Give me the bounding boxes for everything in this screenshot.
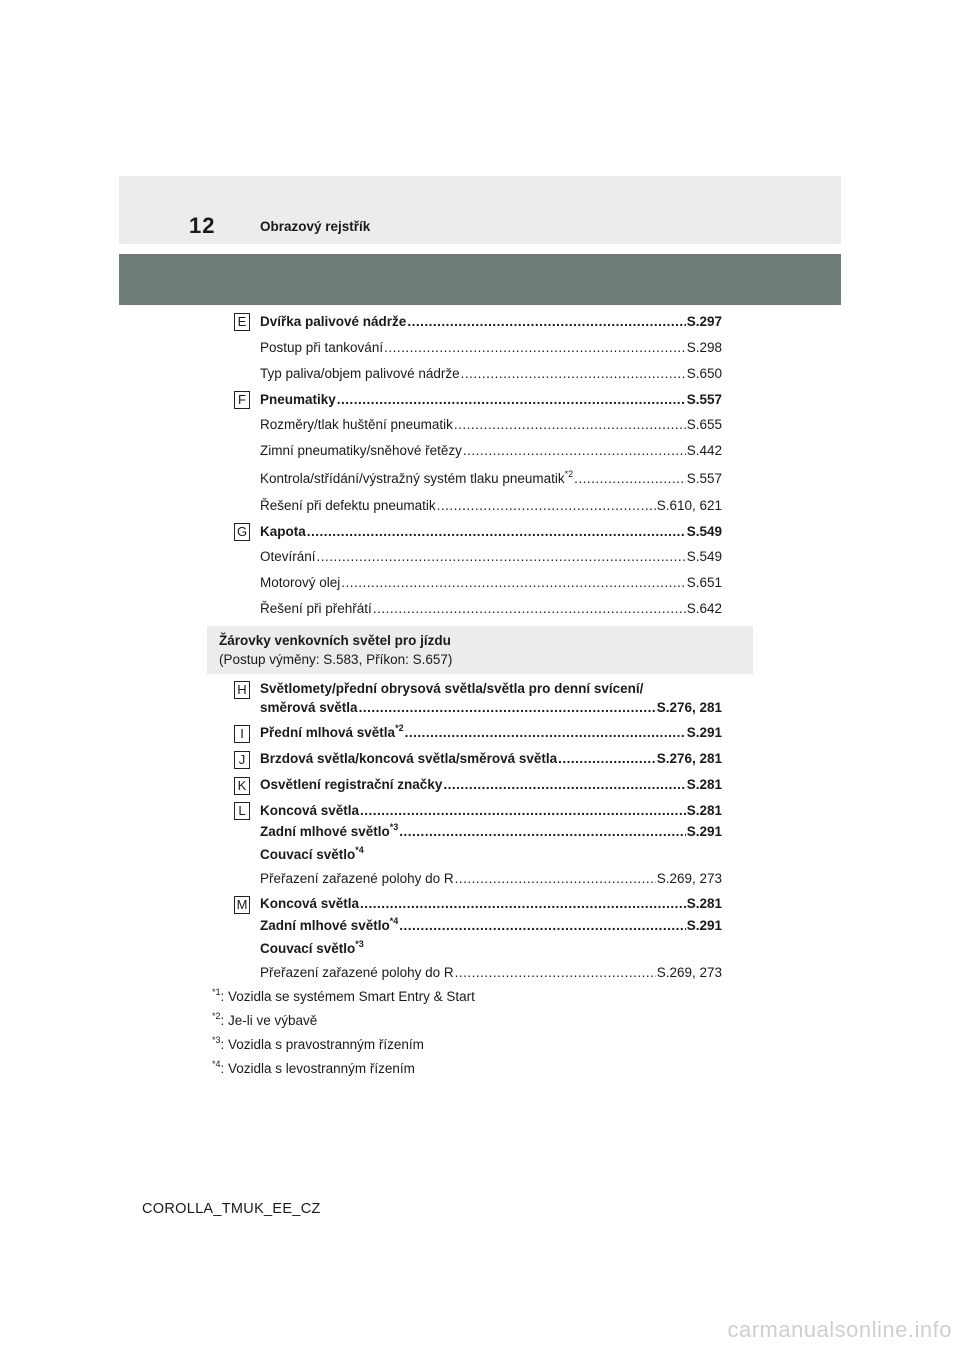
- footnote-4: [212, 1060, 415, 1078]
- entry-text: Pneumatiky: [260, 392, 336, 407]
- entry-text: Postup při tankování: [260, 340, 384, 355]
- leader-dots: [341, 574, 685, 592]
- leader-dots: [574, 470, 686, 488]
- entry-label: Kontrola/střídání/výstražný systém tlaku pneumatik: [260, 471, 565, 486]
- entry-text: Otevírání: [260, 549, 316, 564]
- header-band: [119, 176, 841, 244]
- leader-dots: [407, 313, 685, 331]
- leader-dots: [307, 523, 686, 541]
- letter-label-k: K: [234, 777, 250, 795]
- leader-dots: [437, 497, 656, 515]
- entry-page: S.557: [686, 471, 722, 486]
- entry-text: Přeřazení zařazené polohy do R: [260, 871, 454, 886]
- entry-page: S.269, 273: [656, 965, 722, 980]
- entry-text: Řešení při přehřátí: [260, 601, 372, 616]
- index-entry-headlights[interactable]: [260, 699, 722, 717]
- footnote-marker: *4: [355, 845, 364, 855]
- entry-text: Osvětlení registrační značky: [260, 777, 443, 792]
- leader-dots: [455, 870, 656, 888]
- letter-label-m: M: [234, 896, 250, 914]
- letter-label-e: E: [234, 313, 250, 331]
- footnote-mark: *3: [212, 1035, 221, 1045]
- entry-page: S.269, 273: [656, 871, 722, 886]
- entry-page: S.276, 281: [656, 700, 722, 715]
- leader-dots: [463, 442, 686, 460]
- entry-text: Řešení při defektu pneumatik: [260, 498, 436, 513]
- letter-label-i: I: [234, 725, 250, 743]
- leader-dots: [360, 802, 686, 820]
- title-band: [119, 254, 841, 305]
- entry-text: Koncová světla: [260, 803, 360, 818]
- leader-dots: [373, 600, 686, 618]
- entry-text: Zimní pneumatiky/sněhové řetězy: [260, 443, 462, 458]
- index-entry-rear-fog-l[interactable]: [260, 823, 722, 841]
- watermark: carmanualsonline.info: [727, 1317, 952, 1342]
- index-entry-reverse-m[interactable]: [260, 940, 364, 958]
- entry-page: S.298: [686, 340, 722, 355]
- index-entry-reverse-l[interactable]: [260, 846, 364, 864]
- bulbs-note-box: [207, 626, 753, 674]
- footnote-marker: *2: [395, 724, 404, 733]
- entry-label: Couvací světlo: [260, 941, 356, 956]
- letter-label-g: G: [234, 523, 250, 541]
- entry-page: S.650: [686, 366, 722, 381]
- leader-dots: [558, 750, 656, 768]
- leader-dots: [359, 699, 656, 717]
- footnote-mark: *1: [212, 987, 221, 997]
- index-entry-tail-lights-m[interactable]: [260, 895, 722, 913]
- index-entry-shift-r-m[interactable]: [260, 964, 722, 982]
- entry-text: Přeřazení zařazené polohy do R: [260, 965, 454, 980]
- leader-dots: [399, 823, 685, 841]
- footnote-text: : Vozidla se systémem Smart Entry & Start: [220, 989, 475, 1004]
- index-entry-plate-light[interactable]: [260, 776, 722, 794]
- entry-page: S.549: [686, 549, 722, 564]
- entry-page: S.610, 621: [656, 498, 722, 513]
- entry-page: S.651: [686, 575, 722, 590]
- entry-page: S.655: [686, 417, 722, 432]
- entry-label: Zadní mlhové světlo: [260, 824, 390, 839]
- index-entry-fuel-door[interactable]: [260, 313, 722, 331]
- leader-dots: [337, 391, 686, 409]
- letter-label-h: H: [234, 681, 250, 699]
- entry-label: Zadní mlhové světlo: [260, 918, 390, 933]
- index-entry-headlights-line1[interactable]: Světlomety/přední obrysová světla/světla pro denní svícení/: [260, 681, 644, 696]
- entry-text: Typ paliva/objem palivové nádrže: [260, 366, 460, 381]
- section-title: Obrazový rejstřík: [260, 219, 371, 234]
- leader-dots: [455, 964, 656, 982]
- leader-dots: [454, 416, 686, 434]
- entry-text: Koncová světla: [260, 896, 360, 911]
- index-entry-tire-size[interactable]: [260, 416, 722, 434]
- footnote-marker: *3: [355, 939, 364, 949]
- entry-text: [260, 823, 398, 841]
- index-entry-flat-tire[interactable]: [260, 497, 722, 515]
- entry-text: Dvířka palivové nádrže: [260, 314, 407, 329]
- leader-dots: [461, 365, 686, 383]
- footnote-3: [212, 1036, 424, 1054]
- index-entry-tpms[interactable]: [260, 470, 722, 488]
- entry-page: S.557: [686, 392, 722, 407]
- footnote-text: : Je-li ve výbavě: [220, 1013, 318, 1028]
- entry-text: [260, 470, 573, 488]
- footnote-mark: *2: [212, 1011, 221, 1021]
- note-title: Žárovky venkovních světel pro jízdu: [219, 633, 451, 648]
- entry-page: S.281: [686, 803, 722, 818]
- leader-dots: [399, 917, 685, 935]
- entry-page: S.642: [686, 601, 722, 616]
- leader-dots: [384, 339, 686, 357]
- entry-page: S.291: [686, 725, 722, 740]
- index-entry-overheating[interactable]: [260, 600, 722, 618]
- entry-text: [260, 917, 398, 935]
- footnote-text: : Vozidla s levostranným řízením: [220, 1061, 415, 1076]
- index-entry-rear-fog-m[interactable]: [260, 917, 722, 935]
- entry-page: S.297: [686, 314, 722, 329]
- entry-page: S.442: [686, 443, 722, 458]
- entry-text: Brzdová světla/koncová světla/směrová světla: [260, 751, 558, 766]
- index-entry-fuel-type[interactable]: [260, 365, 722, 383]
- index-entry-engine-oil[interactable]: [260, 574, 722, 592]
- entry-page: S.276, 281: [656, 751, 722, 766]
- entry-label: Couvací světlo: [260, 847, 356, 862]
- entry-page: S.549: [686, 524, 722, 539]
- index-entry-shift-r-l[interactable]: [260, 870, 722, 888]
- index-entry-winter-tires[interactable]: [260, 442, 722, 460]
- note-subtitle: (Postup výměny: S.583, Příkon: S.657): [219, 652, 453, 667]
- footnote-text: : Vozidla s pravostranným řízením: [220, 1037, 424, 1052]
- entry-text: [260, 724, 404, 742]
- entry-text: Rozměry/tlak huštění pneumatik: [260, 417, 453, 432]
- leader-dots: [360, 895, 686, 913]
- entry-text: Motorový olej: [260, 575, 341, 590]
- index-entry-tail-lights-l[interactable]: [260, 802, 722, 820]
- footnote-marker: *3: [389, 823, 399, 832]
- index-entry-refueling[interactable]: [260, 339, 722, 357]
- entry-page: S.281: [686, 896, 722, 911]
- footnote-marker: *4: [389, 917, 399, 926]
- document-code: COROLLA_TMUK_EE_CZ: [142, 1201, 321, 1217]
- entry-page: S.281: [686, 777, 722, 792]
- footnote-marker: *2: [564, 470, 574, 479]
- footnote-mark: *4: [212, 1059, 221, 1069]
- entry-page: S.291: [686, 824, 722, 839]
- letter-label-l: L: [234, 802, 250, 820]
- footnote-2: [212, 1012, 317, 1030]
- entry-label: Přední mlhová světla: [260, 725, 396, 740]
- index-entry-hood[interactable]: [260, 523, 722, 541]
- letter-label-f: F: [234, 391, 250, 409]
- index-entry-opening[interactable]: [260, 548, 722, 566]
- index-entry-front-fog[interactable]: [260, 724, 722, 742]
- leader-dots: [317, 548, 686, 566]
- entry-page: S.291: [686, 918, 722, 933]
- leader-dots: [443, 776, 685, 794]
- entry-text: směrová světla: [260, 700, 358, 715]
- entry-text: Kapota: [260, 524, 306, 539]
- page-number: 12: [189, 213, 216, 238]
- leader-dots: [405, 724, 686, 742]
- index-entry-tires[interactable]: [260, 391, 722, 409]
- footnote-1: [212, 988, 475, 1006]
- letter-label-j: J: [234, 751, 250, 769]
- index-entry-brake-lights[interactable]: [260, 750, 722, 768]
